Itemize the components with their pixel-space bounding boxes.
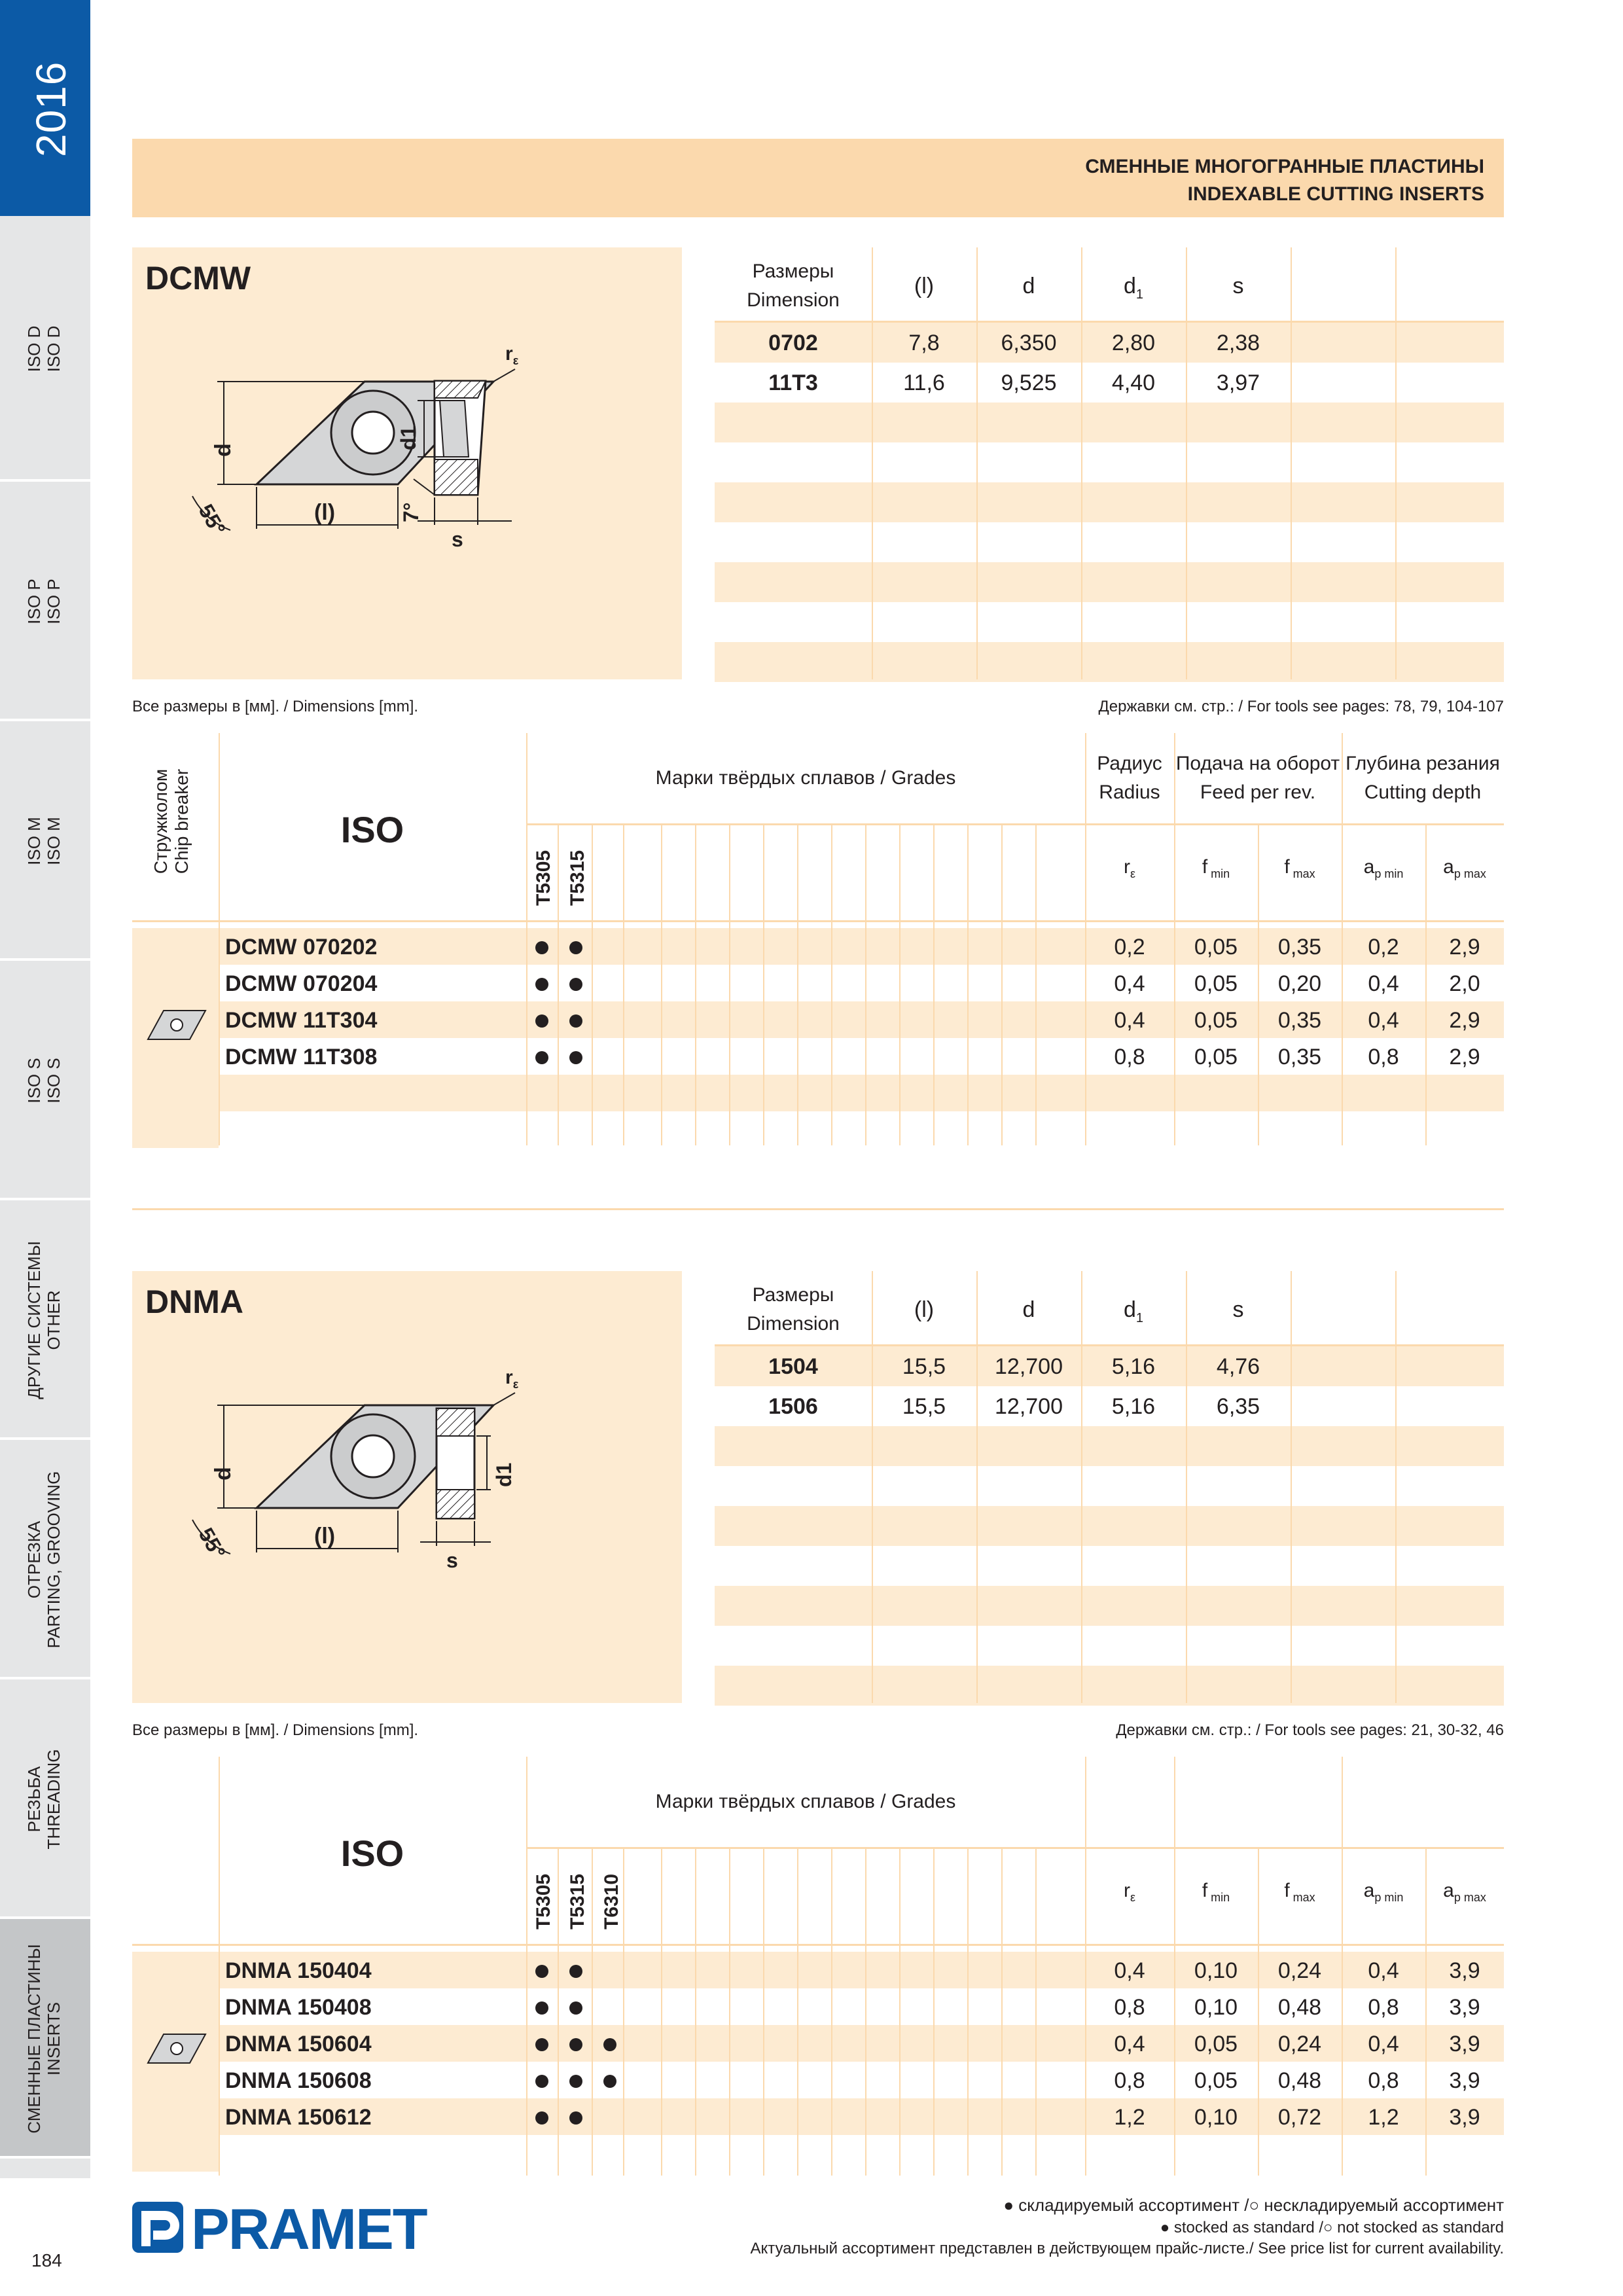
stock-dot — [569, 941, 582, 954]
table-header-rule — [526, 823, 1504, 825]
sidebar-tab-label — [25, 1943, 64, 2135]
val-re: 0,4 — [1114, 971, 1145, 996]
stock-dot — [535, 941, 548, 954]
stock-dot — [569, 1014, 582, 1028]
grade-row — [132, 2106, 1504, 2132]
sidebar-tab-4[interactable] — [0, 961, 90, 1200]
sidebar-tab-label-ru: ОТРЕЗКА — [24, 1520, 44, 1599]
table-gridline — [1291, 1271, 1292, 1703]
col-fmax: f $_{max}$ — [1284, 1880, 1315, 1904]
table-gridline — [1395, 247, 1397, 679]
stock-dot — [569, 1965, 582, 1978]
dimension-row — [715, 1355, 1504, 1382]
stock-dot — [535, 2075, 548, 2088]
stock-dot — [603, 2075, 616, 2088]
val-re: 0,8 — [1114, 2068, 1145, 2093]
designation: DNMA 150608 — [225, 2068, 372, 2093]
dim-s: 4,76 — [1216, 1354, 1260, 1379]
sidebar-tab-label-en: OTHER — [43, 1290, 63, 1350]
row-shade — [219, 1075, 1504, 1111]
col-apmax: $a_{p max}$ — [1443, 1880, 1486, 1904]
sidebar-tab-label-ru: ISO P — [24, 579, 44, 624]
dim-l: 15,5 — [902, 1354, 946, 1379]
page-header — [132, 139, 1504, 217]
depth-header-en: Cutting depth — [1364, 781, 1482, 803]
dim-l: 11,6 — [903, 370, 945, 395]
sidebar-tab-label-en: ISO D — [43, 325, 63, 372]
stock-dot — [569, 978, 582, 991]
val-fmin: 0,05 — [1194, 2068, 1238, 2093]
dim-l: 15,5 — [902, 1394, 946, 1419]
sidebar-tab-label — [25, 745, 64, 937]
year-label: 2016 — [27, 61, 75, 157]
sidebar-tab-label — [25, 1703, 64, 1895]
val-apmin: 0,4 — [1368, 971, 1399, 996]
row-shade — [715, 562, 1504, 602]
val-fmax: 0,24 — [1277, 2032, 1322, 2056]
table-header-rule — [132, 920, 1504, 922]
val-apmin: 0,8 — [1368, 2068, 1399, 2093]
designation: DNMA 150604 — [225, 2032, 372, 2056]
dim-header-ru: Размеры — [752, 1284, 834, 1306]
table-gridline — [1395, 1271, 1397, 1703]
val-apmax: 2,9 — [1449, 1045, 1480, 1069]
col-re: $r_\varepsilon$ — [1123, 1880, 1136, 1904]
dim-col-d: d — [1022, 274, 1035, 298]
designation: DNMA 150404 — [225, 1958, 372, 1983]
sidebar-tab-7[interactable] — [0, 1679, 90, 1919]
val-re: 0,4 — [1114, 1958, 1145, 1983]
row-shade — [715, 482, 1504, 522]
insert-diagram — [132, 1271, 682, 1703]
grade-name: T5315 — [567, 850, 588, 906]
sidebar-tab-label — [25, 505, 64, 698]
diagram-label-l: (l) — [314, 1524, 336, 1549]
val-apmax: 2,0 — [1449, 971, 1480, 996]
sidebar-tab-6[interactable] — [0, 1440, 90, 1679]
table-gridline — [1081, 1271, 1082, 1703]
dimension-row — [715, 372, 1504, 398]
sidebar-tab-label — [25, 1463, 64, 1656]
sidebar-tab-label-en: ISO S — [43, 1058, 63, 1103]
dim-col-s: s — [1232, 274, 1244, 298]
grades-header: Марки твёрдых сплавов / Grades — [655, 767, 956, 789]
dim-d: 6,350 — [1001, 331, 1057, 355]
sidebar-tab-label-ru: ISO D — [24, 325, 44, 372]
insert-diagram — [132, 247, 682, 679]
table-gridline — [872, 247, 873, 679]
sidebar-tab-label — [25, 240, 64, 458]
val-fmax: 0,72 — [1277, 2105, 1322, 2130]
table-gridline — [1081, 247, 1082, 679]
table-gridline — [976, 1271, 978, 1703]
grade-row — [132, 936, 1504, 962]
val-apmax: 3,9 — [1449, 1958, 1480, 1983]
diagram-label-d1: d1 — [397, 425, 420, 450]
table-gridline — [1186, 247, 1187, 679]
val-apmin: 0,2 — [1368, 935, 1399, 960]
val-re: 0,4 — [1114, 1008, 1145, 1033]
row-shade — [715, 1666, 1504, 1706]
diagram-label-angle: 55° — [194, 500, 230, 539]
iso-header: ISO — [340, 809, 404, 850]
val-fmax: 0,48 — [1277, 1995, 1322, 2020]
insert-drawing — [132, 247, 682, 679]
sidebar-tab-label-ru: ДРУГИЕ СИСТЕМЫ — [24, 1241, 44, 1399]
page-number: 184 — [31, 2250, 62, 2270]
stock-dot — [569, 2111, 582, 2125]
val-apmax: 2,9 — [1449, 1008, 1480, 1033]
col-fmin: f $_{min}$ — [1202, 856, 1230, 880]
table-gridline — [976, 247, 978, 679]
dim-d1: 5,16 — [1111, 1394, 1156, 1419]
insert-drawing — [132, 1271, 682, 1703]
dim-d1: 2,80 — [1111, 331, 1156, 355]
dim-code: 0702 — [768, 331, 818, 355]
stock-dot — [535, 1014, 548, 1028]
val-fmax: 0,20 — [1277, 971, 1322, 996]
dim-col-s: s — [1232, 1297, 1244, 1322]
dim-d: 12,700 — [995, 1354, 1063, 1379]
designation: DCMW 070204 — [225, 971, 378, 996]
stock-dot — [535, 1051, 548, 1064]
stock-dot — [535, 2038, 548, 2051]
stock-dot — [569, 2001, 582, 2015]
dim-d: 9,525 — [1001, 370, 1057, 395]
grade-name: T6310 — [601, 1873, 622, 1929]
val-fmax: 0,35 — [1277, 1008, 1322, 1033]
dimensions-note: Все размеры в [мм]. / Dimensions [mm]. — [132, 1721, 419, 1739]
dim-d1: 4,40 — [1111, 370, 1156, 395]
col-apmin: $a_{p min}$ — [1363, 856, 1404, 880]
table-gridline — [1291, 247, 1292, 679]
val-apmax: 3,9 — [1449, 2032, 1480, 2056]
stock-dot — [535, 1965, 548, 1978]
sidebar-tab-label — [25, 1224, 64, 1416]
dim-d1: 5,16 — [1111, 1354, 1156, 1379]
row-shade — [715, 1506, 1504, 1546]
val-fmin: 0,10 — [1194, 1958, 1238, 1983]
radius-header-ru: Радиус — [1097, 753, 1162, 774]
dim-d: 12,700 — [995, 1394, 1063, 1419]
header-title-en: INDEXABLE CUTTING INSERTS — [1187, 183, 1484, 205]
val-fmax: 0,35 — [1277, 1045, 1322, 1069]
designation: DCMW 070202 — [225, 935, 378, 960]
grades-table — [132, 1757, 1504, 2176]
val-apmin: 0,4 — [1368, 2032, 1399, 2056]
drawing-panel — [132, 247, 682, 679]
dim-col-l: (l) — [914, 274, 935, 298]
val-fmin: 0,10 — [1194, 1995, 1238, 2020]
sidebar-tab-5[interactable] — [0, 1200, 90, 1440]
val-fmax: 0,24 — [1277, 1958, 1322, 1983]
section-divider — [132, 1208, 1504, 1210]
val-fmin: 0,05 — [1194, 1008, 1238, 1033]
diagram-label-d: d — [211, 443, 236, 457]
sidebar-tab-label-en: ISO M — [43, 817, 63, 865]
dim-col-d1: $d_1$ — [1123, 274, 1144, 302]
table-header-rule — [526, 1847, 1504, 1849]
dim-l: 7,8 — [908, 331, 940, 355]
dimension-row — [715, 1395, 1504, 1422]
val-fmin: 0,10 — [1194, 2105, 1238, 2130]
diagram-label-re: $r_\varepsilon$ — [505, 343, 519, 367]
grade-row — [132, 1960, 1504, 1986]
sidebar-tab-2[interactable] — [0, 482, 90, 721]
table-header-rule — [132, 1944, 1504, 1946]
val-re: 0,4 — [1114, 2032, 1145, 2056]
depth-header-ru: Глубина резания — [1346, 753, 1500, 774]
stock-dot — [535, 2111, 548, 2125]
legend-en: ● stocked as standard /○ not stocked as standard — [1160, 2219, 1504, 2236]
val-re: 1,2 — [1114, 2105, 1145, 2130]
pramet-logo — [132, 2197, 427, 2261]
grade-name: T5305 — [533, 1873, 554, 1929]
sidebar-tab-label-en: ISO P — [43, 579, 63, 624]
sidebar-tab-label — [25, 984, 64, 1177]
val-apmax: 3,9 — [1449, 2068, 1480, 2093]
sidebar-tab-label-ru: РЕЗЬБА — [24, 1766, 44, 1833]
col-re: $r_\varepsilon$ — [1123, 856, 1136, 880]
sidebar-tab-label-en: PARTING, GROOVING — [43, 1471, 63, 1649]
legend-ru: ● складируемый ассортимент /○ нескладируемый ассортимент — [1003, 2195, 1504, 2215]
sidebar-tab-label-ru: ISO S — [24, 1058, 44, 1103]
grades-header: Марки твёрдых сплавов / Grades — [655, 1791, 956, 1812]
grade-name: T5305 — [533, 850, 554, 906]
designation: DCMW 11T308 — [225, 1045, 378, 1069]
grade-row — [132, 973, 1504, 999]
grade-row — [132, 1009, 1504, 1035]
stock-dot — [569, 2075, 582, 2088]
dim-col-l: (l) — [914, 1297, 935, 1322]
dimension-row — [715, 332, 1504, 358]
sidebar-tab-label-en: INSERTS — [43, 2001, 63, 2076]
val-re: 0,8 — [1114, 1995, 1145, 2020]
val-apmin: 1,2 — [1368, 2105, 1399, 2130]
val-apmax: 2,9 — [1449, 935, 1480, 960]
diagram-label-angle: 55° — [194, 1524, 230, 1563]
grade-name: T5315 — [567, 1873, 588, 1929]
diagram-label-s: s — [452, 528, 463, 551]
col-fmax: f $_{max}$ — [1284, 856, 1315, 880]
header-title-ru: СМЕННЫЕ МНОГОГРАННЫЕ ПЛАСТИНЫ — [1085, 156, 1484, 177]
grade-row — [132, 1996, 1504, 2022]
table-gridline — [872, 1271, 873, 1703]
radius-header-en: Radius — [1099, 781, 1160, 803]
dim-s: 2,38 — [1216, 331, 1260, 355]
sidebar-tab-8[interactable] — [0, 1919, 90, 2159]
chip-breaker-header — [151, 759, 192, 884]
val-fmax: 0,48 — [1277, 2068, 1322, 2093]
val-fmin: 0,05 — [1194, 2032, 1238, 2056]
val-re: 0,2 — [1114, 935, 1145, 960]
col-fmin: f $_{min}$ — [1202, 1880, 1230, 1904]
val-apmin: 0,4 — [1368, 1958, 1399, 1983]
diagram-label-7deg: 7° — [399, 502, 423, 522]
chip-breaker-ru: Стружколом — [151, 768, 171, 874]
designation: DCMW 11T304 — [225, 1008, 378, 1033]
row-shade — [715, 642, 1504, 682]
col-apmin: $a_{p min}$ — [1363, 1880, 1404, 1904]
sidebar-tab-label-ru: СМЕННЫЕ ПЛАСТИНЫ — [24, 1944, 44, 2134]
grade-row — [132, 1046, 1504, 1072]
row-shade — [715, 1426, 1504, 1466]
insert-title: DCMW — [145, 260, 251, 296]
availability-note: Актуальный ассортимент представлен в действующем прайс-листе./ See price list for current availability. — [750, 2240, 1504, 2257]
dim-code: 1506 — [768, 1394, 818, 1419]
diagram-label-d: d — [211, 1467, 236, 1480]
val-apmin: 0,4 — [1368, 1008, 1399, 1033]
tools-note: Державки см. стр.: / For tools see pages: 21, 30-32, 46 — [1116, 1721, 1504, 1739]
sidebar-tab-1[interactable] — [0, 216, 90, 482]
tools-note: Державки см. стр.: / For tools see pages: 78, 79, 104-107 — [1098, 698, 1504, 715]
val-fmax: 0,35 — [1277, 935, 1322, 960]
val-fmin: 0,05 — [1194, 1045, 1238, 1069]
dim-header-en: Dimension — [747, 1313, 840, 1335]
dimensions-note: Все размеры в [мм]. / Dimensions [mm]. — [132, 698, 419, 715]
designation: DNMA 150612 — [225, 2105, 372, 2130]
sidebar-tab-label-en: THREADING — [43, 1749, 63, 1850]
val-apmax: 3,9 — [1449, 1995, 1480, 2020]
row-shade — [715, 403, 1504, 442]
diagram-label-d1: d1 — [492, 1462, 516, 1487]
val-apmax: 3,9 — [1449, 2105, 1480, 2130]
dim-code: 1504 — [768, 1354, 818, 1379]
row-shade — [715, 1586, 1504, 1626]
stock-dot — [569, 1051, 582, 1064]
stock-dot — [603, 2038, 616, 2051]
dim-s: 3,97 — [1216, 370, 1260, 395]
val-apmin: 0,8 — [1368, 1995, 1399, 2020]
year-box — [0, 0, 90, 216]
drawing-panel — [132, 1271, 682, 1703]
grade-row — [132, 2070, 1504, 2096]
dim-header-ru: Размеры — [752, 260, 834, 282]
stock-dot — [535, 978, 548, 991]
iso-header: ISO — [340, 1833, 404, 1874]
dimension-table — [715, 247, 1504, 679]
feed-header-en: Feed per rev. — [1200, 781, 1316, 803]
feed-header-ru: Подача на оборот — [1175, 753, 1340, 774]
stock-dot — [569, 2038, 582, 2051]
diagram-label-s: s — [446, 1549, 458, 1572]
dim-header-en: Dimension — [747, 289, 840, 311]
dim-code: 11T3 — [768, 370, 818, 395]
dim-s: 6,35 — [1216, 1394, 1260, 1419]
pramet-logo-text: PRAMET — [191, 2197, 427, 2261]
stock-dot — [535, 2001, 548, 2015]
table-gridline — [1186, 1271, 1187, 1703]
val-fmin: 0,05 — [1194, 935, 1238, 960]
sidebar-tab-3[interactable] — [0, 721, 90, 961]
diagram-label-re: $r_\varepsilon$ — [505, 1367, 519, 1391]
sidebar-tab-label-ru: ISO M — [24, 817, 44, 865]
chip-breaker-en: Chip breaker — [171, 768, 192, 874]
grades-table — [132, 733, 1504, 1145]
val-re: 0,8 — [1114, 1045, 1145, 1069]
dim-col-d: d — [1022, 1297, 1035, 1322]
dimension-table — [715, 1271, 1504, 1703]
designation: DNMA 150408 — [225, 1995, 372, 2020]
insert-title: DNMA — [145, 1283, 243, 1320]
val-apmin: 0,8 — [1368, 1045, 1399, 1069]
diagram-label-l: (l) — [314, 500, 336, 525]
val-fmin: 0,05 — [1194, 971, 1238, 996]
col-apmax: $a_{p max}$ — [1443, 856, 1486, 880]
grade-row — [132, 2033, 1504, 2059]
dim-col-d1: $d_1$ — [1123, 1297, 1144, 1325]
